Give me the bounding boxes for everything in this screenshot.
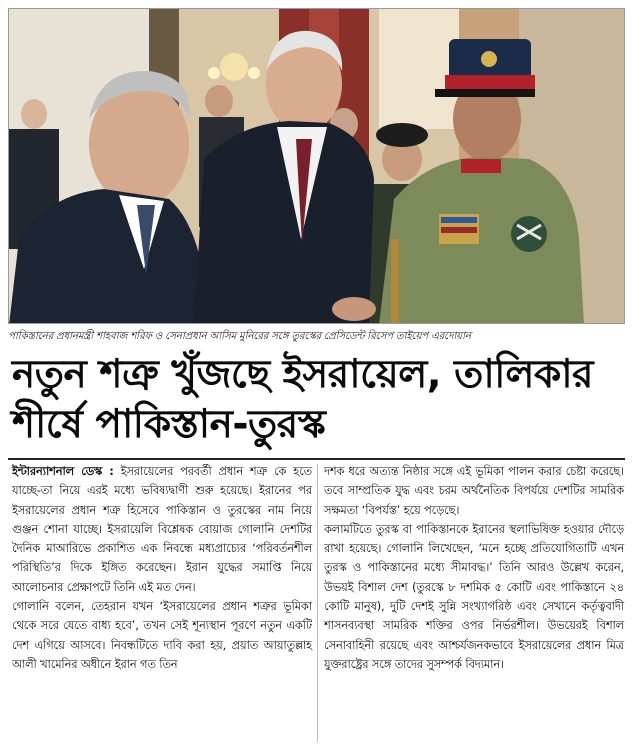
- news-photo: [8, 8, 625, 324]
- article-column-left: [12, 462, 312, 674]
- news-photo-icon: [9, 9, 625, 324]
- desk-label: ইন্টারন্যাশনাল ডেস্ক :: [12, 465, 114, 478]
- paragraph: দশক ধরে অত্যন্ত নিষ্ঠার সঙ্গে এই ভূমিকা পালন করার চেষ্টা করেছে। তবে সাম্প্রতিক যুদ্ধ এবং চরম অর্থনৈতিক বিপর্যয়ে দেশটির সামরিক সক্ষমতা ‘বিপর্যস্ত’ হয়ে পড়েছে।: [324, 465, 624, 517]
- column-divider: [317, 464, 318, 742]
- divider: [8, 458, 625, 460]
- paragraph-text: ইসরায়েলের পরবর্তী প্রধান শত্রু কে হতে যাচ্ছে-তা নিয়ে এরই মধ্যে ভবিষ্যদ্বাণী শুরু হয়েছে। ইরানের পর ইসরায়েলের প্রধান শত্রু হিসেবে পাকিস্তান ও তুরস্কের নাম নিয়ে গুঞ্জন শোনা যাচ্ছে। ইসরায়েলি বিশ্লেষক বোয়াজ গোলানি দেশটির দৈনিক মাআরিভে প্রকাশিত এক নিবন্ধে মধ্যপ্রাচ্যের ‘পরিবর্তনশীল পরিস্থিতি’র দিকে ইঙ্গিত করেছেন। ইরান যুদ্ধের সমাপ্তি নিয়ে আলোচনার প্রেক্ষাপটে তিনি এই মত দেন।: [12, 465, 312, 594]
- headline: [12, 350, 624, 450]
- article-column-right: [324, 462, 624, 674]
- headline-line-1: নতুন শত্রু খুঁজছে ইসরায়েল, তালিকার: [12, 352, 593, 397]
- paragraph: [12, 462, 312, 597]
- paragraph: গোলানি বলেন, তেহরান যখন ‘ইসরায়েলের প্রধান শত্রুর ভূমিকা থেকে সরে যেতে বাধ্য হবে’, তখন সেই শূন্যস্থান পূরণে নতুন একটি দেশ এগিয়ে আসবে। নিবন্ধটিতে দাবি করা হয়, প্রয়াত আয়াতুল্লাহ আলী খামেনির অধীনে ইরান গত তিন: [12, 600, 312, 671]
- headline-line-2: শীর্ষে পাকিস্তান-তুরস্ক: [12, 402, 326, 447]
- paragraph: কলামটিতে তুরস্ক বা পাকিস্তানকে ইরানের স্থলাভিষিক্ত হওয়ার দৌড়ে রাখা হয়েছে। গোলানি লিখেছেন, ‘মনে হচ্ছে প্রতিযোগিতাটি এখন তুরস্ক ও পাকিস্তানের মধ্যে সীমাবদ্ধ।’ তিনি আরও উল্লেখ করেন, উভয়ই বিশাল দেশ (তুরস্কে ৮ দশমিক ৫ কোটি এবং পাকিস্তানে ২৪ কোটি মানুষ), দুটি দেশই সুন্নি সংখ্যাগরিষ্ঠ এবং সেখানে কর্তৃত্ববাদী শাসনব্যবস্থা সামরিক শক্তির ওপর নির্ভরশীল। উভয়েরই বিশাল সেনাবাহিনী রয়েছে এবং আশ্চর্যজনকভাবে ইসরায়েলের প্রধান মিত্র যুক্তরাষ্ট্রের সঙ্গে তাদের সুসম্পর্ক বিদ্যমান।: [324, 522, 624, 671]
- photo-caption: পাকিস্তানের প্রধানমন্ত্রী শাহবাজ শরিফ ও সেনাপ্রধান আসিম মুনিরের সঙ্গে তুরস্কের প্রেসিডেন্ট রিসেপ তাইয়েপ এরদোয়ান: [8, 331, 471, 342]
